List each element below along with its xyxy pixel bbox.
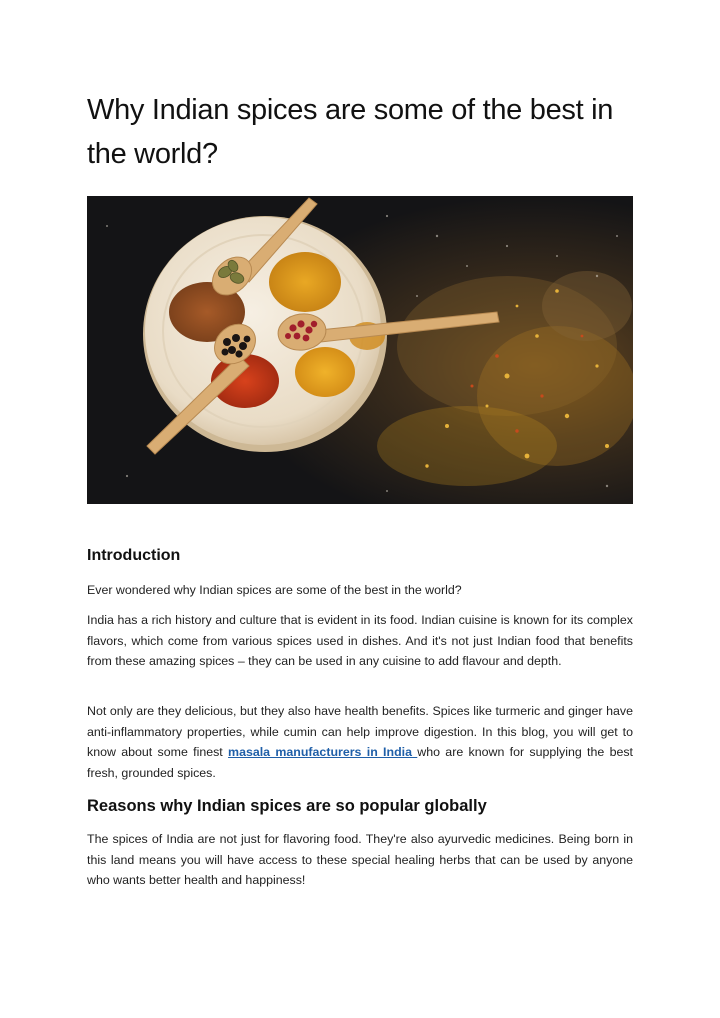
intro-paragraph-3 (87, 701, 633, 783)
reasons-paragraph-1: The spices of India are not just for flavoring food. They're also ayurvedic medicines. Being born in this land means you will have access to these special healing herbs that can be used by anyone who wants better health and happiness! (87, 832, 633, 887)
intro-paragraph-1: Ever wondered why Indian spices are some of the best in the world? (87, 583, 462, 597)
intro-paragraph-3-text-after: who are known for supplying the best fresh, grounded spices. (87, 745, 633, 780)
spices-photo-image (87, 196, 633, 504)
intro-paragraph-3-text-before: Not only are they delicious, but they also have health benefits. Spices like turmeric and ginger have anti-inflammatory properties, while cumin can help improve digestion. In this blog, you will get to know about some finest (87, 704, 633, 759)
masala-manufacturers-link[interactable]: masala manufacturers in India (228, 745, 418, 759)
page-title: Why Indian spices are some of the best in the world? (87, 94, 614, 170)
intro-paragraph-2: India has a rich history and culture that is evident in its food. Indian cuisine is known for its complex flavors, which come from various spices used in dishes. And it's not just Indian food that benefits from these amazing spices – they can be used in any cuisine to add flavour and depth. (87, 613, 633, 668)
introduction-heading: Introduction (87, 547, 181, 564)
reasons-heading: Reasons why Indian spices are so popular globally (87, 797, 487, 815)
